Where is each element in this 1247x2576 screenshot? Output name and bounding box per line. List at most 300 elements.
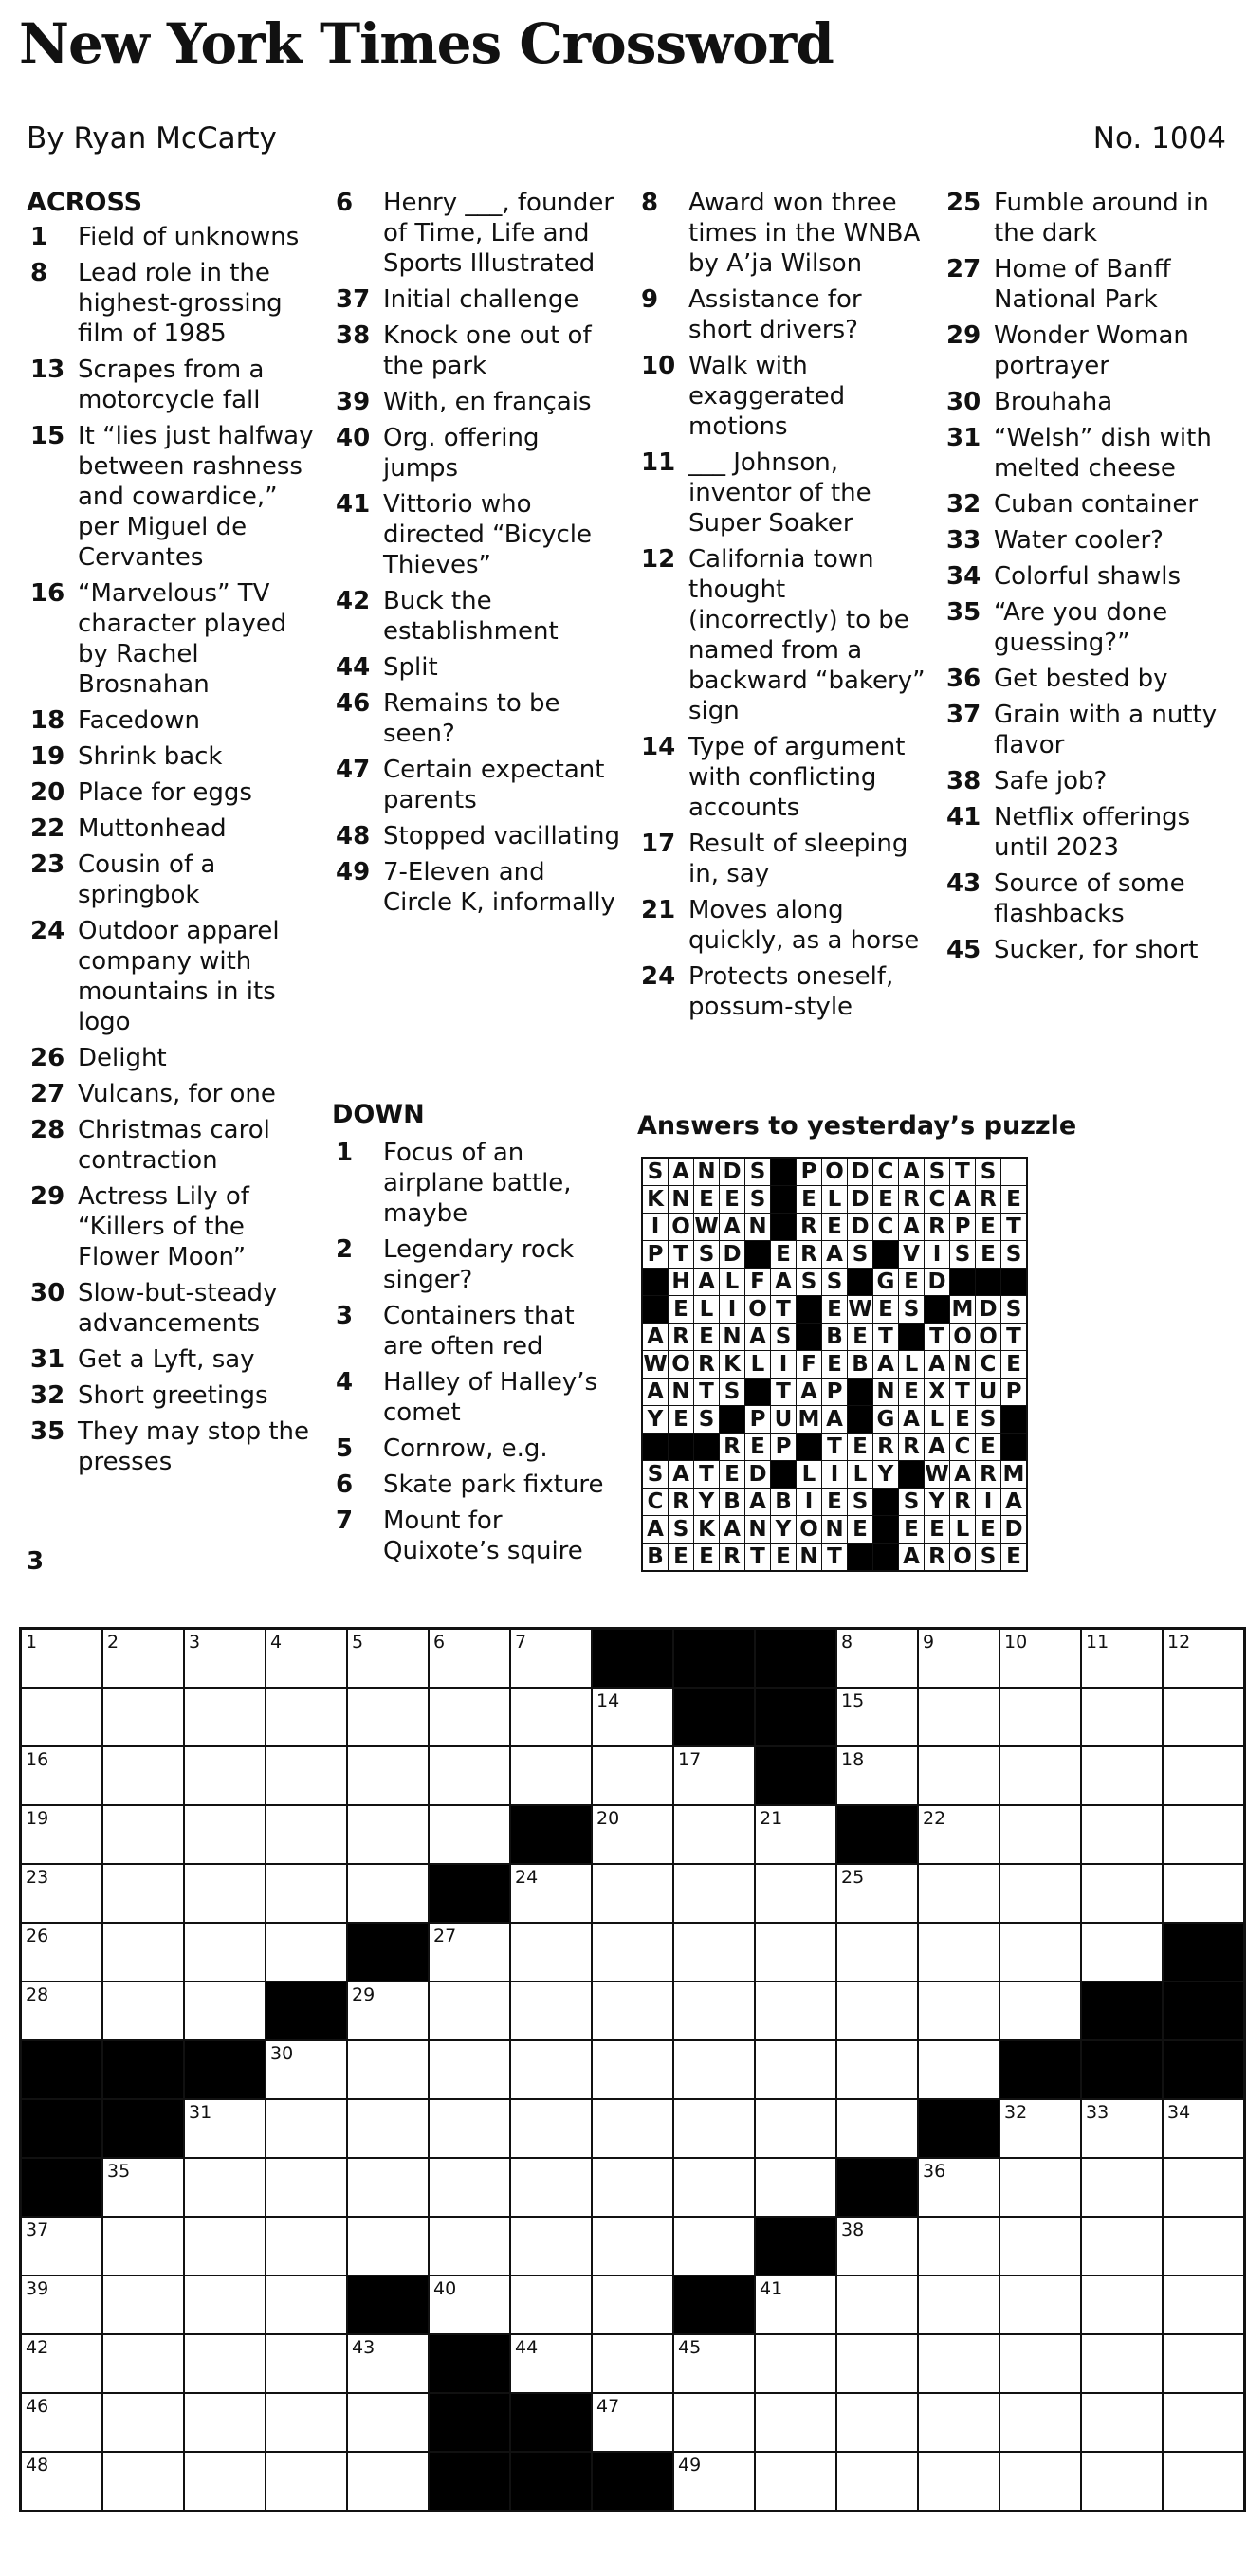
answer-cell: T bbox=[694, 1379, 720, 1406]
grid-cell[interactable] bbox=[510, 1688, 592, 1746]
grid-cell[interactable] bbox=[347, 2158, 429, 2217]
grid-cell[interactable] bbox=[1163, 2334, 1245, 2393]
grid-cell[interactable] bbox=[1081, 2393, 1163, 2452]
clue-item bbox=[943, 868, 1232, 929]
grid-cell[interactable] bbox=[266, 1923, 347, 1982]
grid-cell[interactable] bbox=[21, 1746, 103, 1805]
grid-cell[interactable] bbox=[184, 2393, 266, 2452]
clue-number: 38 bbox=[946, 767, 981, 795]
answer-black-square bbox=[797, 1434, 822, 1461]
grid-cell[interactable] bbox=[1081, 2217, 1163, 2275]
grid-cell[interactable] bbox=[755, 2393, 836, 2452]
black-square bbox=[1081, 1982, 1163, 2040]
grid-row bbox=[21, 1629, 1245, 1689]
grid-cell[interactable] bbox=[1163, 2452, 1245, 2512]
answer-cell: A bbox=[771, 1269, 797, 1296]
grid-cell[interactable] bbox=[347, 1746, 429, 1805]
grid-cell[interactable] bbox=[755, 2334, 836, 2393]
grid-cell[interactable] bbox=[592, 1746, 673, 1805]
cell-number: 20 bbox=[596, 1808, 620, 1829]
grid-cell[interactable] bbox=[429, 2099, 510, 2158]
cell-number: 15 bbox=[841, 1690, 865, 1711]
grid-cell[interactable] bbox=[266, 2393, 347, 2452]
grid-cell[interactable] bbox=[347, 2393, 429, 2452]
grid-cell[interactable] bbox=[673, 1805, 755, 1864]
grid-cell[interactable] bbox=[102, 2275, 184, 2334]
answer-cell: O bbox=[822, 1158, 848, 1186]
answer-cell: G bbox=[873, 1269, 899, 1296]
grid-cell[interactable] bbox=[918, 1982, 999, 2040]
grid-cell[interactable] bbox=[836, 2393, 918, 2452]
grid-cell[interactable] bbox=[102, 1746, 184, 1805]
clue-item bbox=[943, 561, 1232, 592]
clue-number: 30 bbox=[30, 1279, 65, 1307]
grid-cell[interactable] bbox=[429, 1746, 510, 1805]
grid-cell[interactable] bbox=[510, 2275, 592, 2334]
answer-black-square bbox=[771, 1186, 797, 1214]
grid-cell[interactable] bbox=[592, 2217, 673, 2275]
grid-cell[interactable] bbox=[21, 2275, 103, 2334]
clue-text: Containers that are often red bbox=[383, 1302, 575, 1361]
grid-cell[interactable] bbox=[755, 2158, 836, 2217]
cell-number: 28 bbox=[26, 1984, 49, 2005]
grid-cell[interactable] bbox=[1163, 1805, 1245, 1864]
answer-cell: T bbox=[1001, 1324, 1028, 1351]
grid-cell[interactable] bbox=[21, 2452, 103, 2512]
clue-item bbox=[943, 423, 1232, 484]
grid-cell[interactable] bbox=[836, 1982, 918, 2040]
grid-cell[interactable] bbox=[102, 1805, 184, 1864]
clue-item bbox=[332, 1234, 621, 1295]
answer-cell: A bbox=[899, 1406, 925, 1434]
grid-cell[interactable] bbox=[836, 1629, 918, 1689]
answer-cell: L bbox=[925, 1406, 950, 1434]
grid-cell[interactable] bbox=[836, 2217, 918, 2275]
black-square bbox=[429, 2452, 510, 2512]
grid-cell[interactable] bbox=[102, 2217, 184, 2275]
answer-cell: K bbox=[694, 1516, 720, 1544]
clue-item bbox=[332, 688, 621, 749]
grid-cell[interactable] bbox=[1081, 1746, 1163, 1805]
black-square bbox=[21, 2040, 103, 2099]
grid-cell[interactable] bbox=[1081, 2275, 1163, 2334]
grid-cell[interactable] bbox=[347, 2452, 429, 2512]
cell-number: 45 bbox=[678, 2337, 702, 2358]
grid-cell[interactable] bbox=[184, 2217, 266, 2275]
clue-item bbox=[943, 525, 1232, 556]
clue-number: 31 bbox=[30, 1345, 65, 1374]
cell-number: 36 bbox=[923, 2161, 946, 2182]
black-square bbox=[1163, 1982, 1245, 2040]
grid-cell[interactable] bbox=[21, 2217, 103, 2275]
answer-row bbox=[642, 1544, 1027, 1572]
clue-number: 32 bbox=[30, 1381, 65, 1410]
grid-cell[interactable] bbox=[999, 2334, 1081, 2393]
grid-cell[interactable] bbox=[510, 2040, 592, 2099]
cell-number: 18 bbox=[841, 1749, 865, 1770]
grid-cell[interactable] bbox=[918, 1923, 999, 1982]
grid-cell[interactable] bbox=[266, 2275, 347, 2334]
grid-cell[interactable] bbox=[510, 2334, 592, 2393]
grid-cell[interactable] bbox=[184, 1864, 266, 1923]
grid-cell[interactable] bbox=[999, 2275, 1081, 2334]
grid-cell[interactable] bbox=[755, 1805, 836, 1864]
grid-cell[interactable] bbox=[918, 1805, 999, 1864]
clue-item bbox=[27, 777, 316, 808]
cell-number: 49 bbox=[678, 2455, 702, 2476]
answer-cell: U bbox=[976, 1379, 1001, 1406]
grid-cell[interactable] bbox=[510, 1982, 592, 2040]
grid-cell[interactable] bbox=[592, 1688, 673, 1746]
black-square bbox=[673, 1688, 755, 1746]
answer-cell: S bbox=[669, 1516, 694, 1544]
grid-cell[interactable] bbox=[999, 2452, 1081, 2512]
grid-cell[interactable] bbox=[510, 2217, 592, 2275]
grid-cell[interactable] bbox=[673, 2099, 755, 2158]
grid-cell[interactable] bbox=[184, 2158, 266, 2217]
clue-item bbox=[332, 652, 621, 683]
grid-cell[interactable] bbox=[1163, 2393, 1245, 2452]
grid-cell[interactable] bbox=[755, 1923, 836, 1982]
answer-cell: T bbox=[822, 1434, 848, 1461]
clue-number: 42 bbox=[336, 587, 371, 615]
answer-cell: E bbox=[771, 1544, 797, 1572]
grid-cell[interactable] bbox=[999, 1982, 1081, 2040]
grid-cell[interactable] bbox=[21, 1805, 103, 1864]
grid-cell[interactable] bbox=[836, 2040, 918, 2099]
grid-cell[interactable] bbox=[184, 1629, 266, 1689]
grid-cell[interactable] bbox=[673, 1864, 755, 1923]
grid-cell[interactable] bbox=[999, 2158, 1081, 2217]
grid-cell[interactable] bbox=[836, 2452, 918, 2512]
grid-cell[interactable] bbox=[836, 2275, 918, 2334]
answer-cell: S bbox=[745, 1158, 771, 1186]
grid-cell[interactable] bbox=[1081, 1629, 1163, 1689]
grid-cell[interactable] bbox=[999, 1746, 1081, 1805]
answer-cell: E bbox=[899, 1516, 925, 1544]
clue-item bbox=[27, 222, 316, 252]
answer-cell: N bbox=[950, 1351, 976, 1379]
grid-cell[interactable] bbox=[673, 1923, 755, 1982]
grid-cell[interactable] bbox=[999, 1629, 1081, 1689]
grid-cell[interactable] bbox=[673, 1746, 755, 1805]
grid-cell[interactable] bbox=[184, 1805, 266, 1864]
black-square bbox=[184, 2040, 266, 2099]
clue-text: Buck the establishment bbox=[383, 587, 559, 646]
answer-cell: S bbox=[848, 1241, 873, 1269]
clue-text: Slow-but-steady advancements bbox=[78, 1279, 278, 1338]
grid-cell[interactable] bbox=[102, 1982, 184, 2040]
grid-cell[interactable] bbox=[918, 2393, 999, 2452]
grid-cell[interactable] bbox=[102, 2452, 184, 2512]
grid-cell[interactable] bbox=[999, 2099, 1081, 2158]
cell-number: 24 bbox=[515, 1867, 539, 1888]
grid-cell[interactable] bbox=[429, 1629, 510, 1689]
grid-cell[interactable] bbox=[21, 1864, 103, 1923]
grid-cell[interactable] bbox=[836, 2334, 918, 2393]
grid-cell[interactable] bbox=[592, 1805, 673, 1864]
grid-cell[interactable] bbox=[673, 2452, 755, 2512]
grid-cell[interactable] bbox=[347, 2334, 429, 2393]
clue-item bbox=[27, 850, 316, 910]
grid-cell[interactable] bbox=[102, 1688, 184, 1746]
grid-cell[interactable] bbox=[1081, 2452, 1163, 2512]
grid-cell[interactable] bbox=[1081, 1805, 1163, 1864]
grid-cell[interactable] bbox=[266, 1864, 347, 1923]
grid-cell[interactable] bbox=[999, 1805, 1081, 1864]
clue-number: 16 bbox=[30, 579, 65, 608]
grid-cell[interactable] bbox=[918, 1864, 999, 1923]
grid-cell[interactable] bbox=[918, 2217, 999, 2275]
grid-cell[interactable] bbox=[184, 2452, 266, 2512]
black-square bbox=[673, 1629, 755, 1689]
grid-cell[interactable] bbox=[347, 1629, 429, 1689]
answer-black-square bbox=[642, 1434, 669, 1461]
grid-cell[interactable] bbox=[1163, 1864, 1245, 1923]
grid-cell[interactable] bbox=[592, 2040, 673, 2099]
grid-cell[interactable] bbox=[1081, 2099, 1163, 2158]
grid-cell[interactable] bbox=[102, 1864, 184, 1923]
grid-cell[interactable] bbox=[510, 2158, 592, 2217]
answer-cell: A bbox=[745, 1324, 771, 1351]
answer-cell: P bbox=[745, 1406, 771, 1434]
answer-cell: E bbox=[1001, 1351, 1028, 1379]
grid-cell[interactable] bbox=[673, 2334, 755, 2393]
answer-cell: D bbox=[720, 1158, 745, 1186]
answer-cell: T bbox=[771, 1379, 797, 1406]
grid-cell[interactable] bbox=[592, 1923, 673, 1982]
grid-cell[interactable] bbox=[836, 2099, 918, 2158]
clue-item bbox=[27, 1416, 316, 1477]
answer-black-square bbox=[848, 1269, 873, 1296]
grid-cell[interactable] bbox=[102, 2158, 184, 2217]
grid-cell[interactable] bbox=[592, 2099, 673, 2158]
grid-row bbox=[21, 1923, 1245, 1982]
grid-cell[interactable] bbox=[918, 2275, 999, 2334]
answer-cell: W bbox=[925, 1462, 949, 1487]
grid-cell[interactable] bbox=[347, 1982, 429, 2040]
grid-cell[interactable] bbox=[184, 1746, 266, 1805]
grid-cell[interactable] bbox=[1163, 1746, 1245, 1805]
grid-cell[interactable] bbox=[1081, 1864, 1163, 1923]
grid-cell[interactable] bbox=[755, 2275, 836, 2334]
grid-cell[interactable] bbox=[592, 2393, 673, 2452]
grid-cell[interactable] bbox=[755, 2099, 836, 2158]
clue-number: 27 bbox=[946, 255, 981, 283]
clue-text: Shrink back bbox=[78, 742, 223, 771]
answer-row bbox=[642, 1269, 1027, 1296]
grid-cell[interactable] bbox=[21, 1688, 103, 1746]
grid-cell[interactable] bbox=[673, 2040, 755, 2099]
grid-cell[interactable] bbox=[999, 1864, 1081, 1923]
grid-cell[interactable] bbox=[184, 2099, 266, 2158]
grid-cell[interactable] bbox=[1163, 2217, 1245, 2275]
clue-item bbox=[27, 1043, 316, 1073]
grid-cell[interactable] bbox=[918, 2040, 999, 2099]
grid-cell[interactable] bbox=[266, 1688, 347, 1746]
clue-item bbox=[27, 578, 316, 700]
grid-cell[interactable] bbox=[184, 1688, 266, 1746]
grid-cell[interactable] bbox=[999, 1688, 1081, 1746]
clue-number: 43 bbox=[946, 869, 981, 898]
grid-cell[interactable] bbox=[102, 2393, 184, 2452]
cell-number: 46 bbox=[26, 2396, 49, 2417]
grid-cell[interactable] bbox=[999, 2217, 1081, 2275]
answer-cell: E bbox=[694, 1324, 720, 1351]
answer-cell: T bbox=[694, 1461, 720, 1489]
grid-cell[interactable] bbox=[429, 1982, 510, 2040]
grid-cell[interactable] bbox=[266, 1746, 347, 1805]
cell-number: 11 bbox=[1086, 1632, 1109, 1653]
grid-cell[interactable] bbox=[918, 2334, 999, 2393]
answer-cell: T bbox=[745, 1544, 771, 1572]
grid-cell[interactable] bbox=[429, 2158, 510, 2217]
grid-cell[interactable] bbox=[184, 2334, 266, 2393]
grid-cell[interactable] bbox=[102, 1629, 184, 1689]
grid-cell[interactable] bbox=[266, 2040, 347, 2099]
clue-number: 37 bbox=[946, 701, 981, 729]
grid-cell[interactable] bbox=[266, 1805, 347, 1864]
grid-cell[interactable] bbox=[1163, 2099, 1245, 2158]
grid-cell[interactable] bbox=[1163, 1629, 1245, 1689]
cell-number: 31 bbox=[189, 2102, 212, 2123]
answer-cell: S bbox=[745, 1186, 771, 1214]
answer-cell: L bbox=[720, 1269, 745, 1296]
grid-cell[interactable] bbox=[510, 1864, 592, 1923]
grid-cell[interactable] bbox=[21, 1629, 103, 1689]
cell-number: 23 bbox=[26, 1867, 49, 1888]
grid-cell[interactable] bbox=[592, 2275, 673, 2334]
grid-cell[interactable] bbox=[918, 1746, 999, 1805]
grid-cell[interactable] bbox=[592, 1982, 673, 2040]
answer-black-square bbox=[669, 1434, 694, 1461]
grid-cell[interactable] bbox=[1081, 1923, 1163, 1982]
grid-cell[interactable] bbox=[673, 2217, 755, 2275]
grid-cell[interactable] bbox=[592, 2158, 673, 2217]
grid-cell[interactable] bbox=[918, 1688, 999, 1746]
grid-cell[interactable] bbox=[429, 1805, 510, 1864]
clue-item bbox=[332, 755, 621, 815]
grid-cell[interactable] bbox=[1163, 2275, 1245, 2334]
grid-cell[interactable] bbox=[918, 1629, 999, 1689]
grid-cell[interactable] bbox=[836, 1923, 918, 1982]
grid-cell[interactable] bbox=[429, 2217, 510, 2275]
grid-cell[interactable] bbox=[918, 2158, 999, 2217]
grid-cell[interactable] bbox=[755, 1864, 836, 1923]
grid-cell[interactable] bbox=[266, 2158, 347, 2217]
grid-cell[interactable] bbox=[1081, 2334, 1163, 2393]
clue-item bbox=[637, 188, 926, 279]
grid-cell[interactable] bbox=[21, 2334, 103, 2393]
grid-cell[interactable] bbox=[836, 1688, 918, 1746]
clue-text: Award won three times in the WNBA by A’ja Wilson bbox=[688, 189, 921, 278]
grid-cell[interactable] bbox=[347, 1805, 429, 1864]
grid-cell[interactable] bbox=[266, 2217, 347, 2275]
grid-cell[interactable] bbox=[1081, 1688, 1163, 1746]
grid-cell[interactable] bbox=[1081, 2158, 1163, 2217]
grid-cell[interactable] bbox=[836, 1864, 918, 1923]
grid-cell[interactable] bbox=[755, 2040, 836, 2099]
grid-cell[interactable] bbox=[347, 2217, 429, 2275]
clue-number: 7 bbox=[336, 1507, 354, 1535]
clue-number: 1 bbox=[30, 223, 48, 251]
grid-cell[interactable] bbox=[347, 2040, 429, 2099]
grid-cell[interactable] bbox=[755, 1982, 836, 2040]
grid-cell[interactable] bbox=[429, 1688, 510, 1746]
clue-item bbox=[27, 705, 316, 736]
grid-cell[interactable] bbox=[510, 2099, 592, 2158]
grid-cell[interactable] bbox=[1163, 2158, 1245, 2217]
grid-cell[interactable] bbox=[429, 2275, 510, 2334]
answer-cell: B bbox=[771, 1489, 797, 1516]
answer-cell: E bbox=[976, 1434, 1001, 1461]
answer-cell: S bbox=[771, 1324, 797, 1351]
grid-cell[interactable] bbox=[21, 1982, 103, 2040]
clue-text: Muttonhead bbox=[78, 814, 227, 843]
grid-cell[interactable] bbox=[21, 2393, 103, 2452]
grid-cell[interactable] bbox=[673, 2393, 755, 2452]
grid-cell[interactable] bbox=[510, 1923, 592, 1982]
grid-cell[interactable] bbox=[21, 1923, 103, 1982]
grid-cell[interactable] bbox=[429, 1923, 510, 1982]
grid-row bbox=[21, 2275, 1245, 2334]
grid-cell[interactable] bbox=[347, 2099, 429, 2158]
clue-number: 40 bbox=[336, 424, 371, 452]
clue-text: “Are you done guessing?” bbox=[994, 598, 1168, 657]
answer-row bbox=[642, 1406, 1027, 1434]
answer-cell: Y bbox=[873, 1461, 899, 1489]
grid-cell[interactable] bbox=[266, 2452, 347, 2512]
grid-cell[interactable] bbox=[347, 1688, 429, 1746]
grid-cell[interactable] bbox=[102, 2334, 184, 2393]
clue-item bbox=[27, 1278, 316, 1339]
answer-row bbox=[642, 1516, 1027, 1544]
grid-cell[interactable] bbox=[755, 2452, 836, 2512]
grid-cell[interactable] bbox=[184, 1923, 266, 1982]
black-square bbox=[592, 1629, 673, 1689]
grid-cell[interactable] bbox=[266, 2099, 347, 2158]
grid-cell[interactable] bbox=[266, 1629, 347, 1689]
answer-cell: T bbox=[950, 1379, 976, 1406]
grid-cell[interactable] bbox=[999, 1923, 1081, 1982]
grid-cell[interactable] bbox=[429, 2040, 510, 2099]
clue-number: 41 bbox=[336, 490, 371, 519]
grid-cell[interactable] bbox=[184, 2275, 266, 2334]
grid-cell[interactable] bbox=[673, 1982, 755, 2040]
clue-number: 6 bbox=[336, 189, 354, 217]
grid-cell[interactable] bbox=[510, 1746, 592, 1805]
answer-cell: N bbox=[669, 1186, 694, 1214]
black-square bbox=[592, 2452, 673, 2512]
grid-cell[interactable] bbox=[836, 1746, 918, 1805]
clue-number: 20 bbox=[30, 778, 65, 807]
grid-cell[interactable] bbox=[918, 2452, 999, 2512]
grid-cell[interactable] bbox=[347, 1864, 429, 1923]
grid-cell[interactable] bbox=[184, 1982, 266, 2040]
answer-cell: L bbox=[950, 1516, 976, 1544]
answer-black-square bbox=[873, 1241, 899, 1269]
grid-cell[interactable] bbox=[1163, 1688, 1245, 1746]
grid-cell[interactable] bbox=[266, 2334, 347, 2393]
grid-cell[interactable] bbox=[999, 2393, 1081, 2452]
grid-cell[interactable] bbox=[102, 1923, 184, 1982]
grid-cell[interactable] bbox=[510, 1629, 592, 1689]
grid-cell[interactable] bbox=[592, 1864, 673, 1923]
clue-item bbox=[332, 1470, 621, 1500]
answer-cell: R bbox=[797, 1241, 822, 1269]
grid-cell[interactable] bbox=[592, 2334, 673, 2393]
grid-cell[interactable] bbox=[673, 2158, 755, 2217]
